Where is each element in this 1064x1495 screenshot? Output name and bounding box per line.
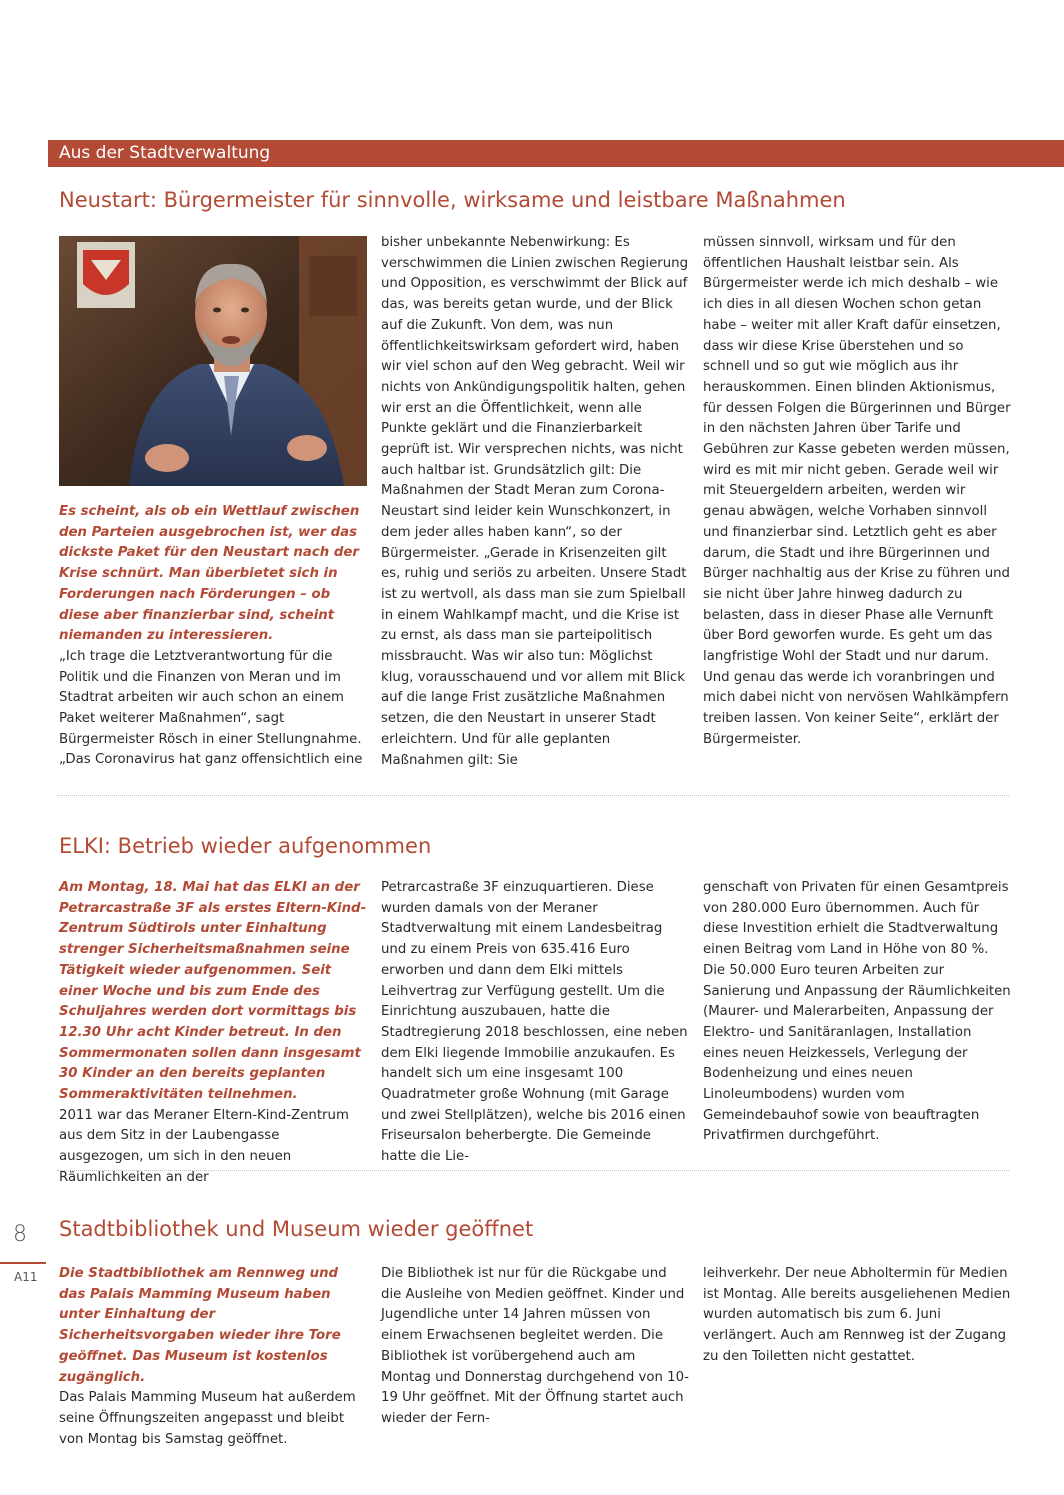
article-3-title: Stadtbibliothek und Museum wieder geöffnet	[59, 1217, 534, 1241]
article-1-lead: Es scheint, als ob ein Wettlauf zwischen den Parteien ausgebrochen ist, wer das dickste Paket für den Neustart nach der Krise schnürt. Man überbietet sich in Forderungen nach Förderungen – ob diese aber finanzierbar sind, scheint niemanden zu interessieren.	[59, 504, 360, 644]
section-header-bar	[48, 140, 1064, 167]
article-2-col2-text: Petrarcastraße 3F einzuquartieren. Diese wurden damals von der Meraner Stadtverwaltung mit einem Landesbeitrag und zu einem Preis von 635.416 Euro erworben und dann dem Elki mittels Leihvertrag zur Verfügung gestellt. Um die Einrichtung auszubauen, hatte die Stadtregierung 2018 beschlossen, eine neben dem Elki liegende Immobilie anzukaufen. Es handelt sich um eine insgesamt 100 Quadratmeter große Wohnung (mit Garage und zwei Stellplätzen), welche bis 2016 einen Friseursalon beherbergte. Die Gemeinde hatte die Lie-	[381, 880, 688, 1165]
page-number: 8	[13, 1222, 27, 1247]
article-3-col1-text: Das Palais Mamming Museum hat außerdem seine Öffnungszeiten angepasst und bleibt von Montag bis Samstag geöffnet.	[59, 1390, 356, 1447]
article-3-lead: Die Stadtbibliothek am Rennweg und das Palais Mamming Museum haben unter Einhaltung der Sicherheitsvorgaben wieder ihre Tore geöffnet. Das Museum ist kostenlos zugänglich.	[59, 1266, 341, 1385]
article-1-column-1	[59, 502, 367, 771]
article-1-column-2	[381, 233, 689, 771]
article-2-col3-text: genschaft von Privaten für einen Gesamtpreis von 280.000 Euro übernommen. Auch für diese Investition erhielt die Stadtverwaltung einen Beitrag vom Land in Höhe von 80 %. Die 50.000 Euro teuren Arbeiten zur Sanierung und Anpassung der Räumlichkeiten (Maurer- und Malerarbeiten, Anpassung der Elektro- und Sanitäranlagen, Installation eines neuen Heizkessels, Verlegung der Bodenheizung und eines neuen Linoleumbodens) wurden vom Gemeindebauhof sowie von beauftragten Privatfirmen durchgeführt.	[703, 880, 1011, 1144]
article-1-column-3	[703, 233, 1011, 751]
article-1-col1-text: „Ich trage die Letztverantwortung für die Politik und die Finanzen von Meran und im Stadtrat arbeiten wir auch schon an einem Paket weiterer Maßnahmen“, sagt Bürgermeister Rösch in einer Stellungnahme. „Das Coronavirus hat ganz offensichtlich eine	[59, 648, 363, 768]
article-2-lead: Am Montag, 18. Mai hat das ELKI an der Petrarcastraße 3F als erstes Eltern-Kind-Zentrum Südtirols unter Einhaltung strenger Sicherheitsmaßnahmen seine Tätigkeit wieder aufgenommen. Seit einer Woche und bis zum Ende des Schuljahres werden dort vormittags bis 12.30 Uhr acht Kinder betreut. In den Sommermonaten sollen dann insgesamt 30 Kinder an den bereits geplanten Sommeraktivitäten teilnehmen.	[59, 880, 367, 1103]
article-1-col3-text: müssen sinnvoll, wirksam und für den öffentlichen Haushalt leistbar sein. Als Bürgermeister werde ich mich deshalb – wie ich dies in all diesen Wochen schon getan habe – weiter mit aller Kraft dafür einsetzen, dass wir diese Krise überstehen und so schnell und so gut wie möglich aus ihr herauskommen. Einen blinden Aktionismus, für dessen Folgen die Bürgerinnen und Bürger in den nächsten Jahren über Tarife und Gebühren zur Kasse gebeten werden müssen, wird es mit mir nicht geben. Gerade weil wir mit Steuergeldern arbeiten, werden wir genau abwägen, welche Vorhaben sinnvoll und finanzierbar sind. Letztlich geht es aber darum, die Stadt und ihre Bürgerinnen und Bürger nachhaltig aus der Krise zu führen und sie nicht über Jahre hinweg dadurch zu belasten, dass in dieser Phase alle Vernunft über Bord geworfen wurde. Es geht um das langfristige Wohl der Stadt und nur darum. Und genau das werde ich voranbringen und mich dabei nicht von nervösen Wahlkämpfern treiben lassen. Von keiner Seite“, erklärt der Bürgermeister.	[703, 235, 1011, 747]
article-3-col2-text: Die Bibliothek ist nur für die Rückgabe und die Ausleihe von Medien geöffnet. Kinder und Jugendliche unter 14 Jahren müssen von einem Erwachsenen begleitet werden. Die Bibliothek ist vorübergehend auch am Montag und Donnerstag durchgehend von 10-19 Uhr geöffnet. Mit der Öffnung startet auch wieder der Fern-	[381, 1266, 689, 1426]
article-1-title: Neustart: Bürgermeister für sinnvolle, wirksame und leistbare Maßnahmen	[59, 188, 846, 212]
page-marker-rule	[0, 1262, 46, 1264]
article-2-column-1	[59, 878, 367, 1189]
article-2-column-3	[703, 878, 1011, 1147]
article-2-column-2	[381, 878, 689, 1168]
article-2-title: ELKI: Betrieb wieder aufgenommen	[59, 834, 432, 858]
article-3-column-1	[59, 1264, 367, 1450]
article-3-column-2	[381, 1264, 689, 1430]
article-2-col1-text: 2011 war das Meraner Eltern-Kind-Zentrum aus dem Sitz in der Laubengasse ausgezogen, um sich in den neuen Räumlichkeiten an der	[59, 1107, 349, 1185]
section-divider	[57, 1170, 1009, 1171]
section-label: Aus der Stadtverwaltung	[59, 143, 271, 163]
section-divider	[57, 795, 1009, 796]
portrait-photo	[59, 236, 367, 486]
article-3-col3-text: leihverkehr. Der neue Abholtermin für Medien ist Montag. Alle bereits ausgeliehenen Medien wurden automatisch bis zum 6. Juni verlängert. Auch am Rennweg ist der Zugang zu den Toiletten nicht gestattet.	[703, 1266, 1011, 1364]
article-3-column-3	[703, 1264, 1011, 1368]
article-1-col2-text: bisher unbekannte Nebenwirkung: Es verschwimmen die Linien zwischen Regierung und Opposition, es verschwimmt der Blick auf das, was bereits getan wurde, und der Blick auf die Zukunft. Von dem, was nun öffentlichkeitswirksam gefordert wird, haben wir viel schon auf den Weg gebracht. Weil wir nichts von Ankündigungspolitik halten, gehen wir erst an die Öffentlichkeit, wenn alle Punkte geklärt und die Finanzierbarkeit geprüft ist. Wir versprechen nichts, was nicht auch haltbar ist. Grundsätzlich gilt: Die Maßnahmen der Stadt Meran zum Corona-Neustart sind leider kein Wunschkonzert, in dem jeder alles haben kann“, so der Bürgermeister. „Gerade in Krisenzeiten gilt es, ruhig und seriös zu arbeiten. Unsere Stadt ist zu wertvoll, als dass man sie zum Spielball in einem Wahlkampf macht, und die Krise ist zu ernst, als dass man sie parteipolitisch missbraucht. Was wir also tun: Möglichst klug, vorausschauend und vor allem mit Blick auf die lange Frist zusätzliche Maßnahmen setzen, die den Neustart in unserer Stadt erleichtern. Und für alle geplanten Maßnahmen gilt: Sie	[381, 235, 689, 768]
page-code: A11	[14, 1270, 38, 1284]
portrait-photo-illustration	[59, 236, 367, 486]
